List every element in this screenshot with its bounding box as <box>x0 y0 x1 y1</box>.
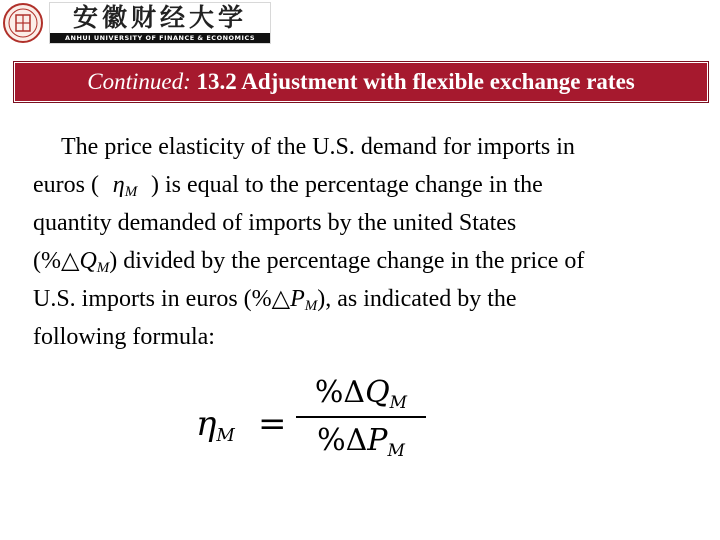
paragraph-line-2 <box>33 166 693 204</box>
paragraph-line-1: The price elasticity of the U.S. demand for imports in <box>61 134 575 160</box>
numerator-prefix: %Δ <box>314 375 366 410</box>
paragraph-line-3: quantity demanded of imports by the united States <box>33 210 517 236</box>
paragraph-line-4 <box>33 242 693 280</box>
line5-part-a: U.S. imports in euros (%△ <box>33 286 291 312</box>
title-lead: Continued: <box>87 69 191 94</box>
paragraph-line-6: following formula: <box>33 324 215 350</box>
slide-title-banner <box>14 62 708 102</box>
line2-part-a: euros ( <box>33 172 99 198</box>
line5-subscript: M <box>304 298 318 314</box>
elasticity-formula <box>196 372 456 468</box>
line4-variable-q: Q <box>79 248 97 274</box>
line2-part-b: ) is equal to the percentage change in the <box>150 172 543 198</box>
numerator-subscript: M <box>389 393 408 413</box>
denominator-subscript: M <box>387 441 405 461</box>
university-seal-icon <box>2 2 44 44</box>
formula-equals: = <box>258 404 287 444</box>
university-logo <box>49 2 271 44</box>
formula-fraction <box>296 372 426 462</box>
formula-denominator <box>296 420 426 462</box>
slide-title: 13.2 Adjustment with flexible exchange rates <box>190 69 635 94</box>
line5-part-b: ), as indicated by the <box>317 286 517 312</box>
formula-lhs <box>196 404 235 444</box>
inline-eta-sub: M <box>124 184 138 200</box>
body-paragraph <box>33 128 693 356</box>
numerator-variable: Q <box>365 375 390 410</box>
logo-chinese-text: 安徽财经大学 <box>72 3 247 32</box>
paragraph-line-5 <box>33 280 693 318</box>
formula-eta-sub: M <box>216 425 235 446</box>
header <box>0 0 720 48</box>
formula-eta: η <box>196 404 217 444</box>
line4-part-b: ) divided by the percentage change in the price of <box>109 248 585 274</box>
line4-part-a: (%△ <box>33 248 80 274</box>
formula-numerator <box>296 372 426 414</box>
line5-variable-p: P <box>290 286 305 312</box>
logo-english-text: ANHUI UNIVERSITY OF FINANCE & ECONOMICS <box>50 33 270 43</box>
denominator-prefix: %Δ <box>317 423 368 458</box>
inline-eta: η <box>112 172 125 198</box>
denominator-variable: P <box>367 423 388 458</box>
fraction-bar <box>296 416 426 418</box>
line4-subscript: M <box>96 260 110 276</box>
inline-eta-symbol <box>99 166 151 204</box>
